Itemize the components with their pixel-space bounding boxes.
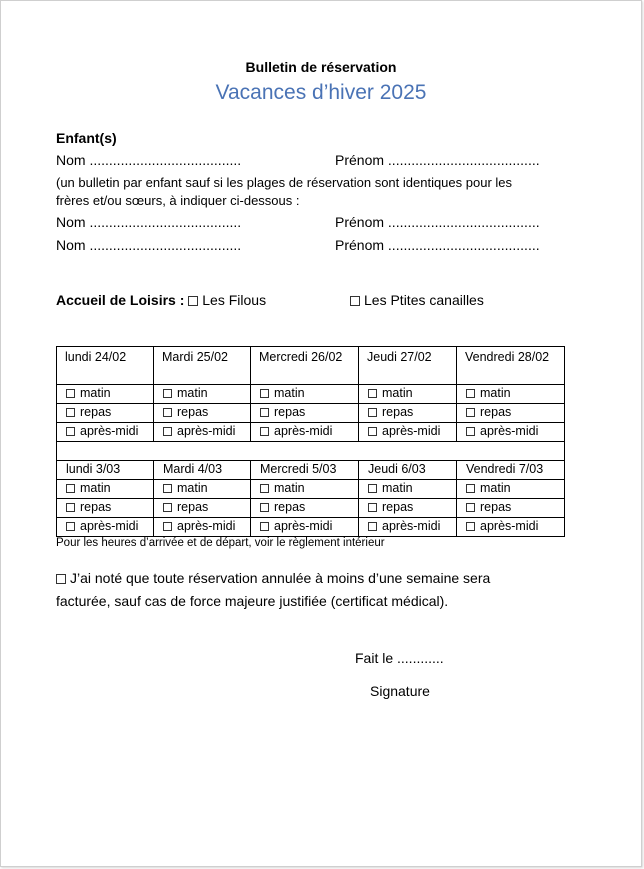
prenom-field-2[interactable]: Prénom ....................................... <box>335 214 540 230</box>
day-header: lundi 3/03 <box>57 461 154 480</box>
table-row <box>57 404 565 423</box>
slot-checkbox[interactable]: matin <box>457 385 565 404</box>
checkbox-icon[interactable] <box>260 408 269 417</box>
slot-checkbox[interactable]: après-midi <box>251 518 359 537</box>
slot-checkbox[interactable]: après-midi <box>251 423 359 442</box>
confirmation-line-1[interactable]: J’ai noté que toute réservation annulée à moins d’une semaine sera <box>56 570 490 586</box>
checkbox-les-filous[interactable] <box>188 292 266 308</box>
document-title: Bulletin de réservation <box>245 59 397 75</box>
checkbox-icon[interactable] <box>56 574 66 584</box>
checkbox-icon[interactable] <box>163 389 172 398</box>
slot-checkbox[interactable]: matin <box>251 480 359 499</box>
checkbox-icon[interactable] <box>66 389 75 398</box>
nom-field-2[interactable]: Nom ....................................... <box>56 214 242 230</box>
day-header: Jeudi 6/03 <box>359 461 457 480</box>
day-header: Jeudi 27/02 <box>359 347 457 385</box>
checkbox-icon[interactable] <box>368 484 377 493</box>
table-row <box>57 480 565 499</box>
prenom-field-1[interactable]: Prénom ....................................... <box>335 152 540 168</box>
slot-checkbox[interactable]: après-midi <box>57 518 154 537</box>
checkbox-icon[interactable] <box>260 503 269 512</box>
day-header: Mardi 25/02 <box>154 347 251 385</box>
slot-checkbox[interactable]: repas <box>457 404 565 423</box>
checkbox-les-ptites-canailles[interactable] <box>350 292 484 308</box>
checkbox-icon[interactable] <box>466 503 475 512</box>
checkbox-icon[interactable] <box>466 408 475 417</box>
checkbox-icon[interactable] <box>350 296 360 306</box>
checkbox-icon[interactable] <box>163 503 172 512</box>
nom-field-3[interactable]: Nom ....................................... <box>56 237 242 253</box>
slot-checkbox[interactable]: matin <box>57 480 154 499</box>
slot-checkbox[interactable]: après-midi <box>57 423 154 442</box>
slot-checkbox[interactable]: après-midi <box>154 518 251 537</box>
slot-checkbox[interactable]: matin <box>154 480 251 499</box>
accueil-label: Accueil de Loisirs : <box>56 292 185 308</box>
day-header: lundi 24/02 <box>57 347 154 385</box>
table-row <box>57 385 565 404</box>
slot-checkbox[interactable]: repas <box>457 499 565 518</box>
slot-checkbox[interactable]: après-midi <box>457 423 565 442</box>
prenom-field-3[interactable]: Prénom ....................................... <box>335 237 540 253</box>
checkbox-icon[interactable] <box>368 503 377 512</box>
checkbox-icon[interactable] <box>163 427 172 436</box>
checkbox-icon[interactable] <box>163 408 172 417</box>
slot-checkbox[interactable]: repas <box>359 499 457 518</box>
table-row <box>57 518 565 537</box>
enfants-heading: Enfant(s) <box>56 130 117 146</box>
slot-checkbox[interactable]: après-midi <box>359 423 457 442</box>
enfants-note-line-2: frères et/ou sœurs, à indiquer ci-dessous : <box>56 193 300 208</box>
slot-checkbox[interactable]: repas <box>251 499 359 518</box>
checkbox-icon[interactable] <box>466 484 475 493</box>
day-header: Mercredi 26/02 <box>251 347 359 385</box>
checkbox-icon[interactable] <box>66 522 75 531</box>
slot-checkbox[interactable]: après-midi <box>359 518 457 537</box>
checkbox-icon[interactable] <box>163 484 172 493</box>
slot-checkbox[interactable]: repas <box>154 404 251 423</box>
option-les-filous-label: Les Filous <box>202 292 267 308</box>
checkbox-icon[interactable] <box>260 522 269 531</box>
spacer-row <box>57 442 565 461</box>
enfants-note-line-1: (un bulletin par enfant sauf si les plages de réservation sont identiques pour les <box>56 175 513 190</box>
checkbox-icon[interactable] <box>260 389 269 398</box>
checkbox-icon[interactable] <box>368 522 377 531</box>
fait-le-field[interactable]: Fait le ............ <box>355 650 444 666</box>
day-header: Vendredi 28/02 <box>457 347 565 385</box>
document-subtitle: Vacances d’hiver 2025 <box>215 81 427 104</box>
day-header: Mardi 4/03 <box>154 461 251 480</box>
day-header: Mercredi 5/03 <box>251 461 359 480</box>
checkbox-icon[interactable] <box>66 427 75 436</box>
slot-checkbox[interactable]: matin <box>359 385 457 404</box>
checkbox-icon[interactable] <box>66 484 75 493</box>
checkbox-icon[interactable] <box>466 522 475 531</box>
slot-checkbox[interactable]: matin <box>359 480 457 499</box>
slot-checkbox[interactable]: après-midi <box>457 518 565 537</box>
checkbox-icon[interactable] <box>466 427 475 436</box>
reservation-table-week-2 <box>56 460 565 537</box>
checkbox-icon[interactable] <box>66 503 75 512</box>
checkbox-icon[interactable] <box>368 408 377 417</box>
checkbox-icon[interactable] <box>368 427 377 436</box>
checkbox-icon[interactable] <box>66 408 75 417</box>
slot-checkbox[interactable]: repas <box>57 404 154 423</box>
slot-checkbox[interactable]: repas <box>359 404 457 423</box>
reservation-table-week-1 <box>56 346 565 461</box>
checkbox-icon[interactable] <box>368 389 377 398</box>
checkbox-icon[interactable] <box>260 484 269 493</box>
slot-checkbox[interactable]: repas <box>57 499 154 518</box>
slot-checkbox[interactable]: après-midi <box>154 423 251 442</box>
option-les-ptites-canailles-label: Les Ptites canailles <box>364 292 484 308</box>
confirmation-line-2: facturée, sauf cas de force majeure justifiée (certificat médical). <box>56 593 449 609</box>
checkbox-icon[interactable] <box>260 427 269 436</box>
slot-checkbox[interactable]: repas <box>251 404 359 423</box>
slot-checkbox[interactable]: repas <box>154 499 251 518</box>
nom-field-1[interactable]: Nom ....................................... <box>56 152 242 168</box>
footnote: Pour les heures d’arrivée et de départ, voir le règlement intérieur <box>56 537 385 549</box>
day-header: Vendredi 7/03 <box>457 461 565 480</box>
table-row <box>57 423 565 442</box>
slot-checkbox[interactable]: matin <box>154 385 251 404</box>
checkbox-icon[interactable] <box>466 389 475 398</box>
table-row <box>57 499 565 518</box>
slot-checkbox[interactable]: matin <box>251 385 359 404</box>
accueil-row <box>56 292 266 308</box>
slot-checkbox[interactable]: matin <box>57 385 154 404</box>
slot-checkbox[interactable]: matin <box>457 480 565 499</box>
signature-label: Signature <box>370 683 430 699</box>
checkbox-icon[interactable] <box>188 296 198 306</box>
checkbox-icon[interactable] <box>163 522 172 531</box>
